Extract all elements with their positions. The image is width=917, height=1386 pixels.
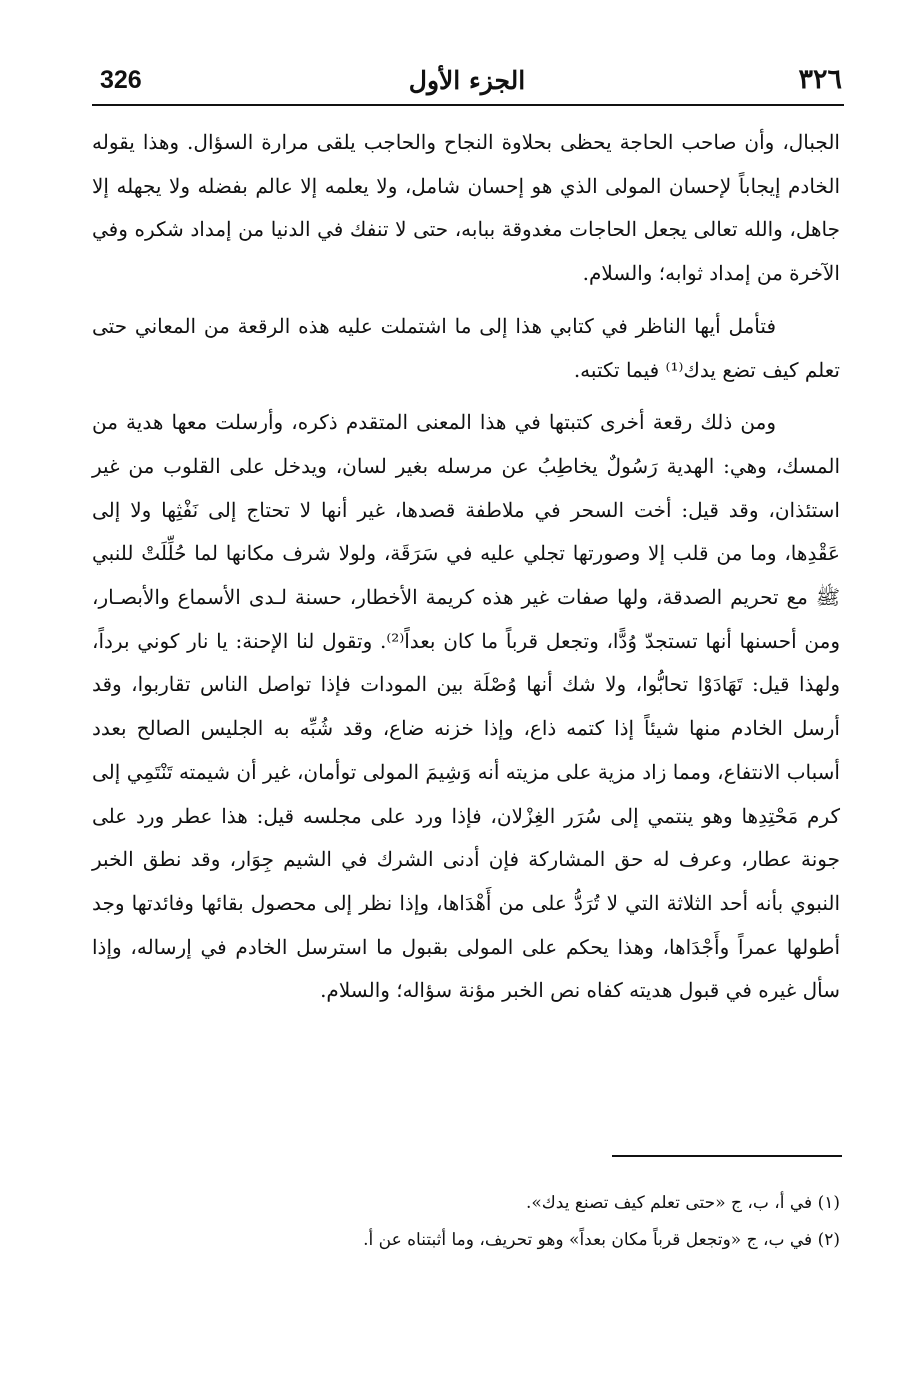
footnote-divider [612,1155,842,1157]
page-number-arabic: ٣٢٦ [798,64,842,95]
running-title: الجزء الأول [408,66,526,95]
footnote: (١) في أ، ب، ج «حتى تعلم كيف تصنع يدك». [525,1193,840,1213]
footnotes [92,1185,840,1259]
header-divider [92,104,844,106]
page-number-latin: 326 [100,66,142,94]
main-text [92,121,840,1013]
paragraph: ومن ذلك رقعة أخرى كتبتها في هذا المعنى المتقدم ذكره، وأرسلت معها هدية من المسك، وهي: الهدية رَسُولٌ يخاطِبُ عن مرسله بغير لسان، ويدخل على القلوب من غير استئذان، وقد قيل: أخت السحر في ملاطفة قصدها، غير أنها لا تحتاج إلى نَفْثِها ولا إلى عَقْدِها، وما من قلب إلا وصورتها تجلي عليه في سَرَقَة، ولولا شرف مكانها لما حُلِّلَتْ للنبي ﷺ مع تحريم الصدقة، ولها صفات غير هذه كريمة الأخطار، حسنة لـدى الأسماع والأبصـار، ومن أحسنها أنها تستجدّ وُدًّا، وتجعل قرباً ما كان بعداً⁽²⁾. وتقول لنا الإحنة: يا نار كوني برداً، ولهذا قيل: تَهَادَوْا تحابُّوا، ولا شك أنها وُصْلَة بين المودات فإذا تواصل الناس تقاربوا، وقد أرسل الخادم منها شيئاً إذا كتمه ذاع، وإذا خزنه ضاع، وقد شُبِّه به الجليس الصالح بعدد أسباب الانتفاع، ومما زاد مزية على مزيته أنه وَشِيمَ المولى توأمان، غير أن شيمته تَنْتَمِي إلى كرم مَحْتِدِها وهو ينتمي إلى سُرَر الغِزْلان، فإذا ورد على مجلسه قيل: هذا عطر ورد على جونة عطار، وعرف له حق المشاركة فإن أدنى الشرك في الشيم جِوَار، وقد نطق الخبر النبوي بأنه أحد الثلاثة التي لا تُرَدُّ على من أَهْدَاها، وإذا نظر إلى محصول بقائها وفائدتها وجد أطولها عمراً وأَجْدَاها، وهذا يحكم على المولى بقبول ما استرسل الخادم في إرساله، وإذا سأل غيره في قبول هديته كفاه نص الخبر مؤنة سؤاله؛ والسلام. [92,410,841,1003]
page-header [92,58,842,104]
footnote: (٢) في ب، ج «وتجعل قرباً مكان بعداً» وهو تحريف، وما أثبتناه عن أ. [363,1230,840,1250]
paragraph: الجبال، وأن صاحب الحاجة يحظى بحلاوة النجاح والحاجب يلقى مرارة السؤال. وهذا يقوله الخادم إيجاباً لإحسان المولى الذي هو إحسان شامل، ولا يعلمه إلا عالم بفضله ولا يجهله إلا جاهل، والله تعالى يجعل الحاجات مغدوقة ببابه، حتى لا تنفك في الدنيا من إمداد شكره وفي الآخرة من إمداد ثوابه؛ والسلام. [92,130,840,286]
paragraph: فتأمل أيها الناظر في كتابي هذا إلى ما اشتملت عليه هذه الرقعة من المعاني حتى تعلم كيف تضع يدك⁽¹⁾ فيما تكتبه. [92,313,840,382]
